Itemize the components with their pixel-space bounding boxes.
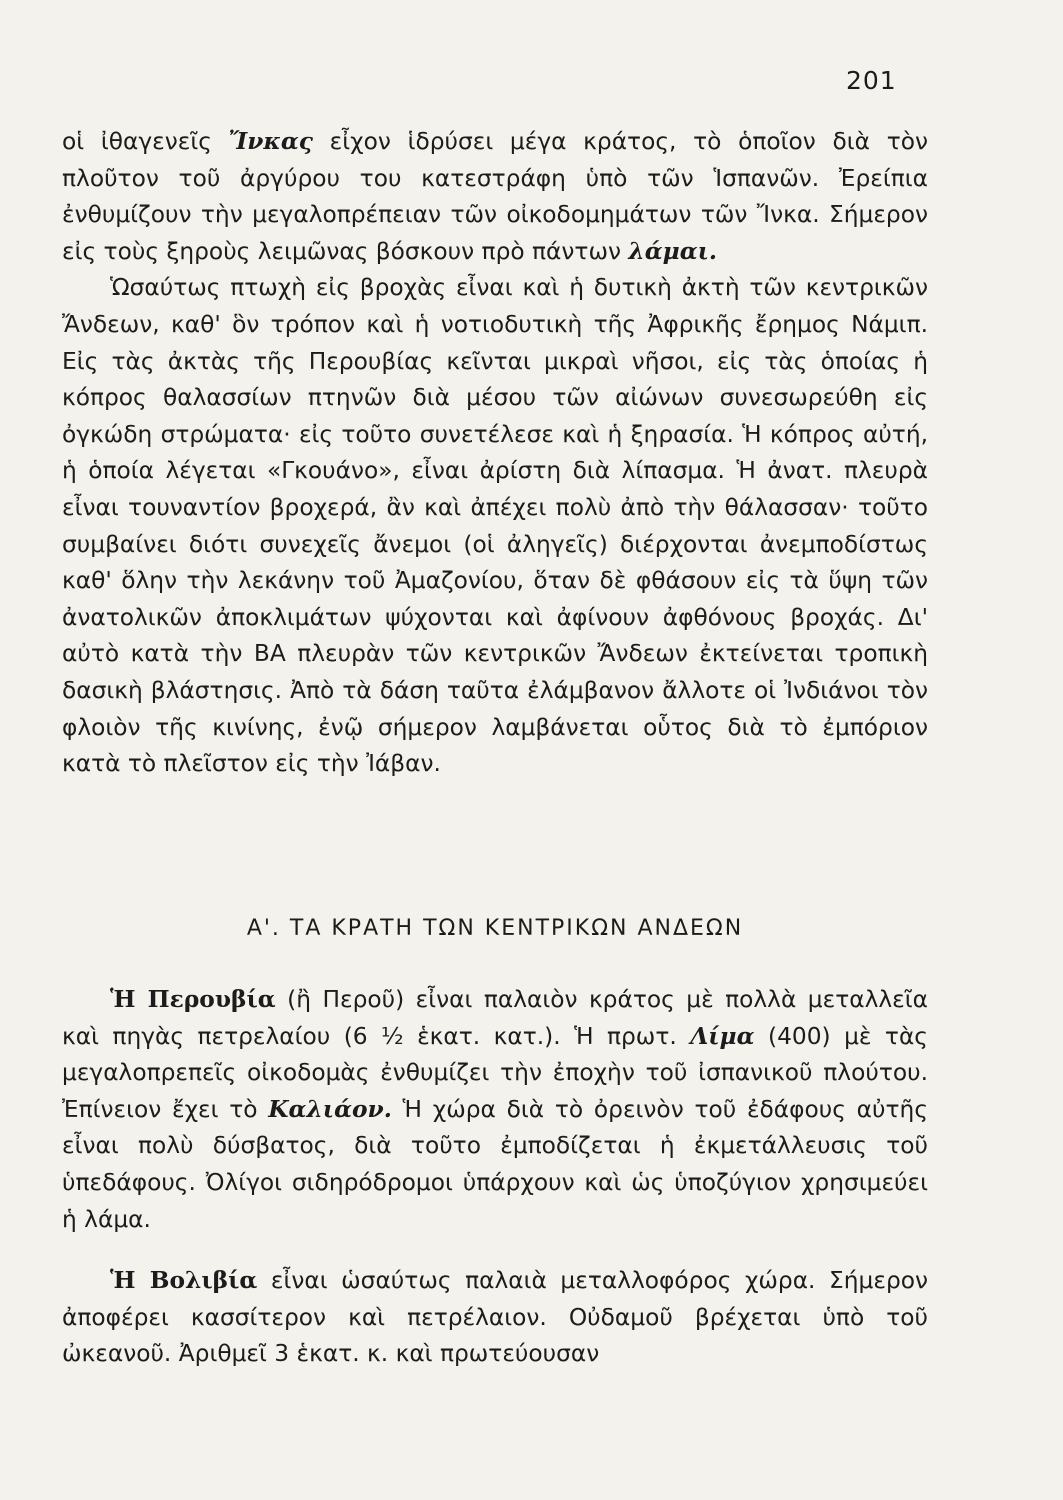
text-run: Ἡ χώρα διὰ τὸ ὀρεινὸν τοῦ ἐδάφους αὐτῆς εἶναι πολὺ δύσβατος, διὰ τοῦτο ἐμποδίζεται ἡ ἐκμετάλλευσις τοῦ ὑπεδάφους. Ὀλίγοι σιδηρόδρομοι ὑπάρχουν καὶ ὡς ὑποζύγιον χρησιμεύει ἡ λάμα. (62, 1095, 928, 1233)
text-run: (400) μὲ τὰς μεγαλοπρεπεῖς οἰκοδομὰς ἐνθυμίζει τὴν ἐποχὴν τοῦ ἰσπανικοῦ πλούτου. Ἐπίνειον ἔχει τὸ (62, 1022, 928, 1123)
paragraph-bolivia (62, 1263, 928, 1373)
text-block-3 (62, 1263, 928, 1373)
term-inkas: Ἴνκας (228, 128, 313, 155)
term-lamai: λάμαι. (628, 237, 718, 265)
paragraph-inkas (62, 124, 928, 270)
paragraph-coast: Ὡσαύτως πτωχὴ εἰς βροχὰς εἶναι καὶ ἡ δυτικὴ ἀκτὴ τῶν κεντρικῶν Ἄνδεων, καθ' ὃν τρόπον καὶ ἡ νοτιοδυτικὴ τῆς Ἀφρικῆς ἔρημος Νάμιπ. Εἰς τὰς ἀκτὰς τῆς Περουβίας κεῖνται μικραὶ νῆσοι, εἰς τὰς ὁποίας ἡ κόπρος θαλασσίων πτηνῶν διὰ μέσου τῶν αἰώνων συνεσωρεύθη εἰς ὀγκώδη στρώματα· εἰς τοῦτο συνετέλεσε καὶ ἡ ξηρασία. Ἡ κόπρος αὐτή, ἡ ὁποία λέγεται «Γκουάνο», εἶναι ἀρίστη διὰ λίπασμα. Ἡ ἀνατ. πλευρὰ εἶναι τουναντίον βροχερά, ἂν καὶ ἀπέχει πολὺ ἀπὸ τὴν θάλασσαν· τοῦτο συμβαίνει διότι συνεχεῖς ἄνεμοι (οἱ ἀληγεῖς) διέρχονται ἀνεμποδίστως καθ' ὅλην τὴν λεκάνην τοῦ Ἀμαζονίου, ὅταν δὲ φθάσουν εἰς τὰ ὕψη τῶν ἀνατολικῶν ἀποκλιμάτων ψύχονται καὶ ἀφίνουν ἀφθόνους βροχάς. Δι' αὐτὸ κατὰ τὴν ΒΑ πλευρὰν τῶν κεντρικῶν Ἄνδεων ἐκτείνεται τροπικὴ δασικὴ βλάστησις. Ἀπὸ τὰ δάση ταῦτα ἐλάμβανον ἄλλοτε οἱ Ἰνδιάνοι τὸν φλοιὸν τῆς κινίνης, ἐνῷ σήμερον λαμβάνεται οὗτος διὰ τὸ ἐμπόριον κατὰ τὸ πλεῖστον εἰς τὴν Ἰάβαν. (62, 274, 928, 778)
term-peru: Ἡ Περουβία (110, 986, 276, 1013)
text-run: (ἢ Περοῦ) εἶναι παλαιὸν κράτος μὲ πολλὰ μεταλλεῖα καὶ πηγὰς πετρελαίου (6 ½ ἑκατ. κατ.). Ἡ πρωτ. (62, 986, 928, 1050)
text-run: εἶναι ὡσαύτως παλαιὰ μεταλλοφόρος χώρα. Σήμερον ἀποφέρει κασσίτερον καὶ πετρέλαιον. Οὐδαμοῦ βρέχεται ὑπὸ τοῦ ὠκεανοῦ. Ἀριθμεῖ 3 ἑκατ. κ. καὶ πρωτεύουσαν (62, 1267, 928, 1368)
section-heading: Α'. ΤΑ ΚΡΑΤΗ ΤΩΝ ΚΕΝΤΡΙΚΩΝ ΑΝΔΕΩΝ (246, 916, 744, 941)
text-run: εἶχον ἱδρύσει μέγα κράτος, τὸ ὁποῖον διὰ τὸν πλοῦτον τοῦ ἀργύρου του κατεστράφη ὑπὸ τῶν Ἱσπανῶν. Ἐρείπια ἐνθυμίζουν τὴν μεγαλοπρέπειαν τῶν οἰκοδομημάτων τῶν Ἴνκα. Σήμερον εἰς τοὺς ξηροὺς λειμῶνας βόσκουν πρὸ πάντων (62, 128, 928, 265)
text-run: οἱ ἰθαγενεῖς (62, 128, 229, 155)
text-block-1 (62, 124, 928, 783)
text-block-2 (62, 982, 928, 1238)
paragraph-peru (62, 982, 928, 1238)
term-callao: Καλιάον. (268, 1095, 392, 1123)
page-number: 201 (846, 66, 897, 95)
term-bolivia: Ἡ Βολιβία (110, 1267, 258, 1294)
term-lima: Λίμα (690, 1022, 755, 1050)
